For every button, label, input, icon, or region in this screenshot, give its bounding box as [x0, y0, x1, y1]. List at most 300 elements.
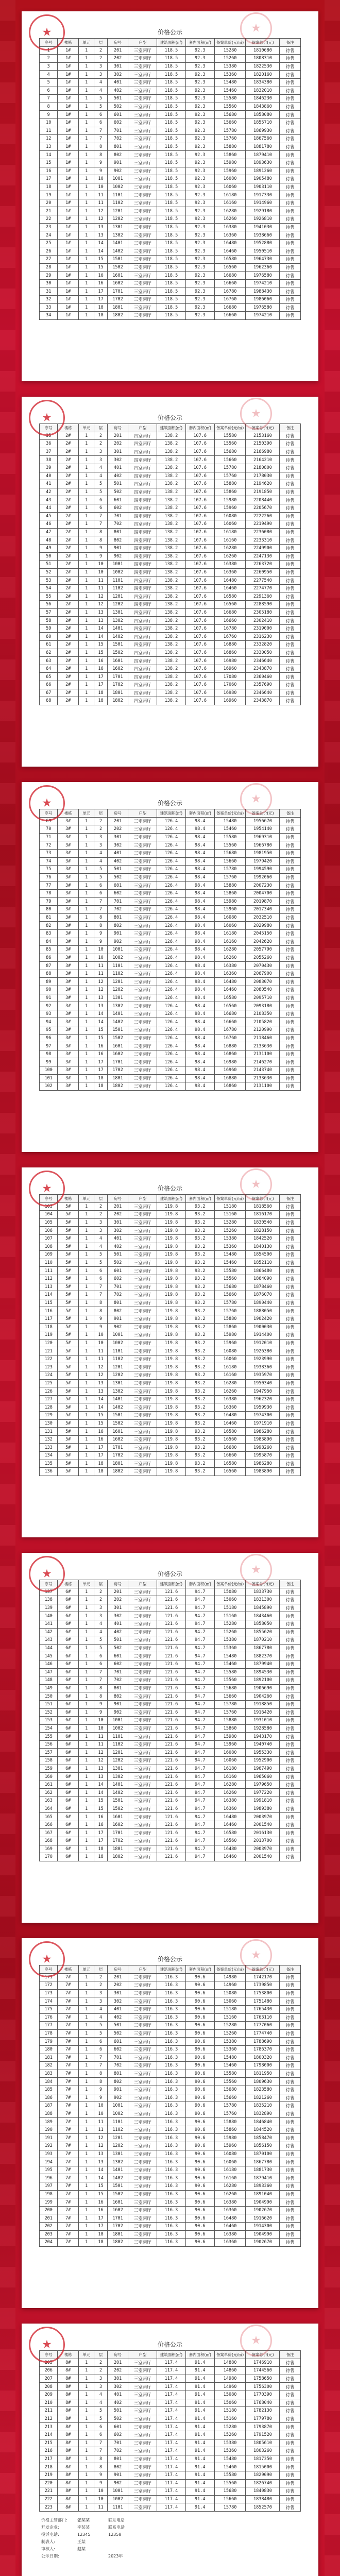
table-cell: 93.2	[185, 1428, 214, 1436]
table-cell: 8	[94, 1307, 107, 1315]
table-cell: 1938660	[246, 231, 280, 240]
table-cell: 94.7	[185, 1805, 214, 1813]
table-cell: 16460	[214, 247, 246, 256]
table-cell: 1	[79, 1620, 94, 1628]
column-header: 户型	[128, 2351, 157, 2359]
table-cell: 8#	[58, 2399, 79, 2407]
table-cell: 15780	[214, 1700, 246, 1708]
table-cell: 47	[40, 528, 58, 536]
table-cell: 126.4	[157, 825, 186, 834]
table-cell: 待售	[280, 1412, 301, 1420]
table-cell: 63	[40, 657, 58, 665]
table-cell: 3#	[58, 994, 79, 1002]
table-cell: 1601	[107, 657, 128, 665]
table-cell: 1821260	[246, 2094, 280, 2102]
table-cell: 93.2	[185, 1323, 214, 1331]
table-cell: 83	[40, 929, 58, 938]
table-row	[40, 2054, 301, 2062]
table-cell: 1	[79, 1202, 94, 1211]
table-cell: 1	[79, 207, 94, 215]
table-cell: 2#	[58, 592, 79, 601]
table-cell: 91.4	[185, 2399, 214, 2407]
table-cell: 2#	[58, 641, 79, 649]
table-cell: 126	[40, 1387, 58, 1396]
table-cell: 218	[40, 2463, 58, 2471]
table-cell: 3#	[58, 866, 79, 874]
table-cell: 待售	[280, 1355, 301, 1363]
column-header: 层	[94, 39, 107, 47]
table-row	[40, 1444, 301, 1452]
table-cell: 91.4	[185, 2359, 214, 2367]
table-cell: 3#	[58, 1066, 79, 1075]
table-cell: 1	[79, 1452, 94, 1460]
table-cell: 1	[79, 665, 94, 673]
column-header: 备注	[280, 809, 301, 818]
table-cell: 三室两厅	[128, 1660, 157, 1668]
table-row	[40, 1026, 301, 1035]
table-cell: 1994590	[246, 866, 280, 874]
table-cell: 4	[94, 464, 107, 472]
table-cell: 15680	[214, 111, 246, 119]
table-cell: 1202	[107, 601, 128, 609]
table-cell: 9	[94, 938, 107, 946]
table-cell: 15680	[214, 2086, 246, 2094]
table-cell: 119.8	[157, 1307, 186, 1315]
table-row	[40, 1740, 301, 1749]
table-cell: 6	[94, 2045, 107, 2054]
table-cell: 三室两厅	[128, 2174, 157, 2182]
table-cell: 64	[40, 665, 58, 673]
table-cell: 7	[94, 1676, 107, 1685]
table-cell: 801	[107, 2455, 128, 2463]
table-cell: 1952880	[246, 239, 280, 247]
column-header: 套内面积(㎡)	[185, 39, 214, 47]
table-row	[40, 207, 301, 215]
table-cell: 待售	[280, 2223, 301, 2231]
table-cell: 23	[40, 223, 58, 231]
table-cell: 14	[94, 624, 107, 633]
table-cell: 34	[40, 312, 58, 320]
table-cell: 待售	[280, 2013, 301, 2022]
table-cell: 三室两厅	[128, 1740, 157, 1749]
table-cell: 待售	[280, 2367, 301, 2375]
table-cell: 6#	[58, 1628, 79, 1636]
table-cell: 三室两厅	[128, 1251, 157, 1259]
table-cell: 193	[40, 2150, 58, 2158]
table-cell: 116.3	[157, 2045, 186, 2054]
table-row	[40, 432, 301, 440]
table-cell: 三室两厅	[128, 889, 157, 897]
table-cell: 待售	[280, 1813, 301, 1821]
table-cell: 2143740	[246, 1066, 280, 1075]
table-cell: 待售	[280, 1628, 301, 1636]
table-cell: 9	[94, 2479, 107, 2487]
table-cell: 1	[79, 697, 94, 705]
table-cell: 三室两厅	[128, 223, 157, 231]
table-cell: 119.8	[157, 1419, 186, 1428]
table-cell: 三室两厅	[128, 1275, 157, 1283]
table-cell: 116.3	[157, 2022, 186, 2030]
table-cell: 6#	[58, 1740, 79, 1749]
table-cell: 2178030	[246, 472, 280, 480]
table-cell: 1702	[107, 1837, 128, 1845]
table-cell: 49	[40, 544, 58, 552]
table-cell: 三室两厅	[128, 1829, 157, 1837]
table-cell: 1801	[107, 1845, 128, 1853]
signature-row	[41, 2553, 299, 2560]
table-cell: 2013700	[246, 1837, 280, 1845]
table-cell: 待售	[280, 1781, 301, 1789]
table-cell: 3	[94, 1604, 107, 1612]
table-cell: 502	[107, 103, 128, 111]
table-cell: 三室两厅	[128, 2070, 157, 2078]
table-cell: 2150390	[246, 440, 280, 448]
table-cell: 126.4	[157, 1082, 186, 1091]
table-cell: 三室两厅	[128, 1050, 157, 1058]
table-cell: 10	[94, 568, 107, 577]
table-cell: 1	[79, 2070, 94, 2078]
table-cell: 1602	[107, 1435, 128, 1444]
table-cell: 待售	[280, 1387, 301, 1396]
table-cell: 13	[94, 231, 107, 240]
table-cell: 三室两厅	[128, 2391, 157, 2399]
table-cell: 16660	[214, 312, 246, 320]
table-cell: 三室两厅	[128, 1058, 157, 1066]
table-cell: 3#	[58, 1050, 79, 1058]
official-seal-icon	[29, 1941, 65, 1977]
table-cell: 1002	[107, 2110, 128, 2118]
table-row	[40, 833, 301, 841]
table-cell: 3#	[58, 1042, 79, 1050]
table-cell: 98.4	[185, 1010, 214, 1018]
table-cell: 2#	[58, 657, 79, 665]
table-cell: 3#	[58, 913, 79, 922]
table-cell: 1870210	[246, 1636, 280, 1645]
table-cell: 180	[40, 2045, 58, 2054]
table-cell: 1	[79, 1644, 94, 1652]
table-cell: 16580	[214, 1829, 246, 1837]
column-header: 层	[94, 809, 107, 818]
table-cell: 90.6	[185, 2045, 214, 2054]
table-cell: 15180	[214, 2407, 246, 2415]
table-cell: 126.4	[157, 1018, 186, 1026]
table-cell: 1818560	[246, 1202, 280, 1211]
table-cell: 1	[79, 608, 94, 617]
table-cell: 2067900	[246, 970, 280, 978]
column-header: 套内面积(㎡)	[185, 1580, 214, 1588]
table-cell: 待售	[280, 1604, 301, 1612]
column-header: 建筑面积(㎡)	[157, 2351, 186, 2359]
table-cell: 98.4	[185, 929, 214, 938]
table-cell: 6	[94, 882, 107, 890]
table-cell: 16360	[214, 568, 246, 577]
column-header: 单元	[79, 39, 94, 47]
table-cell: 三室两厅	[128, 2503, 157, 2512]
table-cell: 1	[79, 1363, 94, 1371]
table-cell: 119.8	[157, 1387, 186, 1396]
column-header: 备案单价(元/㎡)	[214, 424, 246, 432]
column-header: 序号	[40, 424, 58, 432]
official-seal-icon	[29, 400, 65, 436]
table-cell: 待售	[280, 592, 301, 601]
table-cell: 6#	[58, 1765, 79, 1773]
table-cell: 119.8	[157, 1202, 186, 1211]
table-cell: 待售	[280, 1829, 301, 1837]
table-cell: 92.3	[185, 263, 214, 272]
table-row	[40, 1845, 301, 1853]
table-cell: 待售	[280, 2190, 301, 2198]
table-row	[40, 681, 301, 689]
table-cell: 48	[40, 536, 58, 545]
table-cell: 四室两厅	[128, 504, 157, 512]
table-cell: 15180	[214, 1202, 246, 1211]
table-cell: 93.2	[185, 1355, 214, 1363]
table-cell: 待售	[280, 1612, 301, 1620]
table-row	[40, 1837, 301, 1845]
column-header: 单元	[79, 1195, 94, 1203]
signature-value: 赵某	[77, 2546, 86, 2551]
table-row	[40, 2391, 301, 2399]
table-row	[40, 866, 301, 874]
signature-note	[108, 2546, 160, 2553]
table-cell: 15480	[214, 2054, 246, 2062]
table-cell: 1#	[58, 199, 79, 207]
table-row	[40, 873, 301, 882]
table-cell: 1	[79, 1829, 94, 1837]
table-cell: 16560	[214, 263, 246, 272]
table-cell: 126.4	[157, 994, 186, 1002]
table-cell: 1798000	[246, 2062, 280, 2070]
table-cell: 90.6	[185, 1981, 214, 1990]
table-cell: 15380	[214, 1234, 246, 1243]
table-cell: 65	[40, 673, 58, 681]
table-cell: 15560	[214, 103, 246, 111]
table-cell: 602	[107, 2045, 128, 2054]
table-cell: 待售	[280, 1218, 301, 1227]
table-row	[40, 2495, 301, 2503]
table-row	[40, 1074, 301, 1082]
table-cell: 三室两厅	[128, 1259, 157, 1267]
table-cell: 91.4	[185, 2391, 214, 2399]
table-cell: 126.4	[157, 938, 186, 946]
table-cell: 1	[79, 1331, 94, 1340]
table-cell: 16380	[214, 2230, 246, 2239]
table-cell: 1#	[58, 71, 79, 79]
table-cell: 138.2	[157, 641, 186, 649]
table-cell: 9	[94, 1315, 107, 1323]
table-cell: 8#	[58, 2447, 79, 2455]
table-cell: 13	[94, 1773, 107, 1781]
table-cell: 5#	[58, 1355, 79, 1363]
table-cell: 18	[94, 1074, 107, 1082]
table-cell: 16180	[214, 929, 246, 938]
table-cell: 1	[79, 841, 94, 850]
table-cell: 158	[40, 1757, 58, 1765]
table-cell: 116.3	[157, 2126, 186, 2134]
table-cell: 1602	[107, 2206, 128, 2214]
table-cell: 三室两厅	[128, 1403, 157, 1412]
table-cell: 7#	[58, 2150, 79, 2158]
table-cell: 2#	[58, 568, 79, 577]
column-header: 建筑面积(㎡)	[157, 809, 186, 818]
table-cell: 121.6	[157, 1700, 186, 1708]
table-row	[40, 256, 301, 264]
table-cell: 98.4	[185, 970, 214, 978]
table-cell: 15880	[214, 1717, 246, 1725]
table-cell: 三室两厅	[128, 2005, 157, 2013]
table-cell: 118	[40, 1323, 58, 1331]
table-cell: 201	[107, 1202, 128, 1211]
table-cell: 1	[79, 2190, 94, 2198]
table-cell: 三室两厅	[128, 1234, 157, 1243]
table-cell: 待售	[280, 2005, 301, 2013]
column-header: 序号	[40, 39, 58, 47]
table-row	[40, 1403, 301, 1412]
table-cell: 三室两厅	[128, 882, 157, 890]
table-cell: 待售	[280, 1234, 301, 1243]
table-cell: 93.2	[185, 1251, 214, 1259]
table-cell: 待售	[280, 143, 301, 151]
table-cell: 三室两厅	[128, 1267, 157, 1275]
table-cell: 三室两厅	[128, 2029, 157, 2038]
table-cell: 2305180	[246, 608, 280, 617]
table-cell: 94.7	[185, 1853, 214, 1861]
column-header: 备注	[280, 39, 301, 47]
table-cell: 1	[79, 2447, 94, 2455]
table-cell: 7	[94, 127, 107, 135]
table-cell: 402	[107, 472, 128, 480]
table-cell: 三室两厅	[128, 239, 157, 247]
table-cell: 12	[94, 2134, 107, 2142]
column-header: 户型	[128, 424, 157, 432]
table-cell: 90.6	[185, 2110, 214, 2118]
table-cell: 602	[107, 504, 128, 512]
table-cell: 15960	[214, 1740, 246, 1749]
table-row	[40, 2182, 301, 2191]
table-cell: 16660	[214, 617, 246, 625]
table-cell: 1301	[107, 1379, 128, 1387]
table-cell: 1	[79, 970, 94, 978]
table-cell: 402	[107, 857, 128, 866]
table-cell: 15260	[214, 55, 246, 63]
table-cell: 15	[94, 1026, 107, 1035]
table-cell: 92.3	[185, 71, 214, 79]
table-cell: 2001540	[246, 1853, 280, 1861]
table-cell: 11	[94, 1740, 107, 1749]
table-cell: 2080540	[246, 986, 280, 994]
table-cell: 138.2	[157, 504, 186, 512]
table-cell: 126.4	[157, 841, 186, 850]
table-cell: 待售	[280, 946, 301, 954]
table-cell: 16160	[214, 1773, 246, 1781]
table-row	[40, 2383, 301, 2391]
table-cell: 待售	[280, 601, 301, 609]
table-cell: 13	[94, 994, 107, 1002]
table-cell: 11	[94, 199, 107, 207]
table-cell: 三室两厅	[128, 929, 157, 938]
table-cell: 71	[40, 833, 58, 841]
table-cell: 171	[40, 1973, 58, 1981]
table-cell: 16980	[214, 1058, 246, 1066]
table-cell: 18	[94, 1853, 107, 1861]
table-cell: 1842520	[246, 1234, 280, 1243]
table-cell: 802	[107, 2463, 128, 2471]
table-cell: 66	[40, 681, 58, 689]
table-row	[40, 2070, 301, 2078]
table-cell: 107.6	[185, 440, 214, 448]
table-cell: 126.4	[157, 897, 186, 906]
table-cell: 待售	[280, 2038, 301, 2046]
table-cell: 三室两厅	[128, 1283, 157, 1291]
table-cell: 107.6	[185, 432, 214, 440]
table-cell: 702	[107, 1676, 128, 1685]
table-cell: 90.6	[185, 2013, 214, 2022]
table-cell: 16260	[214, 1789, 246, 1797]
table-cell: 94.7	[185, 1708, 214, 1717]
table-cell: 1	[79, 2439, 94, 2447]
table-cell: 1	[79, 175, 94, 183]
table-cell: 15760	[214, 472, 246, 480]
table-cell: 91.4	[185, 2383, 214, 2391]
table-row	[40, 2239, 301, 2247]
table-cell: 202	[107, 1981, 128, 1990]
table-cell: 2222260	[246, 512, 280, 520]
table-row	[40, 520, 301, 529]
table-cell: 126.4	[157, 1042, 186, 1050]
table-cell: 62	[40, 649, 58, 657]
table-row	[40, 986, 301, 994]
table-cell: 117.4	[157, 2447, 186, 2455]
table-cell: 126.4	[157, 946, 186, 954]
table-cell: 1904990	[246, 2198, 280, 2207]
table-cell: 1401	[107, 1010, 128, 1018]
table-cell: 1879940	[246, 1660, 280, 1668]
table-cell: 94.7	[185, 1724, 214, 1733]
table-cell: 802	[107, 922, 128, 930]
table-cell: 119.8	[157, 1234, 186, 1243]
table-cell: 212	[40, 2415, 58, 2423]
table-row	[40, 1435, 301, 1444]
table-cell: 三室两厅	[128, 256, 157, 264]
column-header: 套内面积(㎡)	[185, 2351, 214, 2359]
table-cell: 1	[79, 1676, 94, 1685]
table-cell: 三室两厅	[128, 913, 157, 922]
table-row	[40, 223, 301, 231]
table-cell: 151	[40, 1700, 58, 1708]
table-cell: 6	[40, 87, 58, 95]
column-header: 备案总价(元)	[246, 1965, 280, 1974]
table-cell: 6#	[58, 1604, 79, 1612]
table-cell: 5#	[58, 1202, 79, 1211]
table-cell: 待售	[280, 1428, 301, 1436]
table-cell: 三室两厅	[128, 1395, 157, 1403]
table-cell: 93.2	[185, 1315, 214, 1323]
table-cell: 四室两厅	[128, 520, 157, 529]
table-cell: 三室两厅	[128, 1773, 157, 1781]
table-row	[40, 1733, 301, 1741]
table-cell: 8#	[58, 2495, 79, 2503]
table-cell: 204	[40, 2239, 58, 2247]
column-header: 备注	[280, 1195, 301, 1203]
table-cell: 107.6	[185, 520, 214, 529]
table-cell: 1864090	[246, 1275, 280, 1283]
column-header: 序号	[40, 1965, 58, 1974]
table-cell: 三室两厅	[128, 1435, 157, 1444]
table-cell: 91.4	[185, 2439, 214, 2447]
table-cell: 98.4	[185, 994, 214, 1002]
table-cell: 10	[94, 1717, 107, 1725]
table-cell: 12	[94, 978, 107, 986]
